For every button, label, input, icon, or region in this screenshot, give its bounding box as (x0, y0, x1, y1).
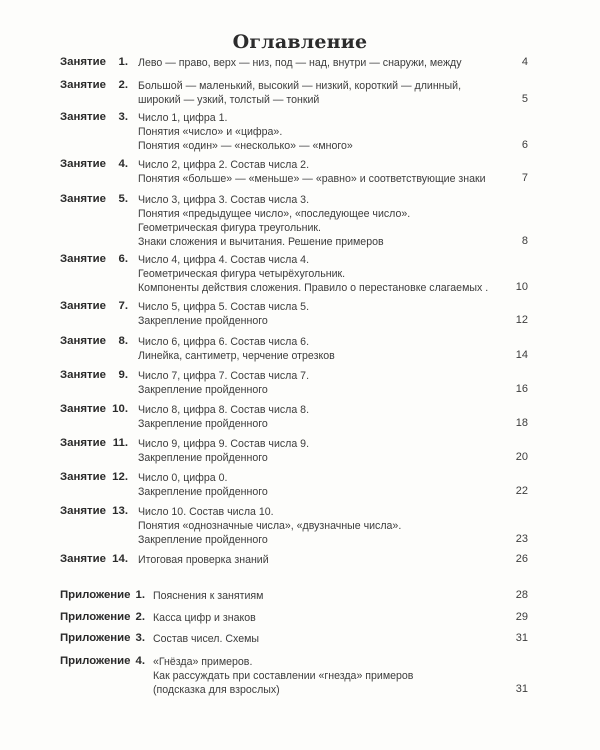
page-number[interactable]: 8 (521, 235, 528, 247)
page-number[interactable]: 5 (521, 93, 528, 105)
entry-label: Занятие (60, 403, 106, 415)
page-number[interactable]: 6 (521, 139, 528, 151)
entry-title (138, 505, 518, 547)
entry-title (138, 158, 518, 186)
page-number[interactable]: 28 (515, 589, 528, 601)
entry-label: Занятие (60, 111, 106, 123)
entry-title-line: Знаки сложения и вычитания. Решение примеров (138, 236, 384, 248)
entry-number: 2. (135, 611, 145, 623)
entry-title-line: Число 1, цифра 1. (138, 112, 228, 124)
entry-number: 11. (112, 437, 128, 449)
entry-label: Занятие (60, 471, 106, 483)
entry-label: Занятие (60, 253, 106, 265)
entry-title-line: Понятия «больше» — «меньше» — «равно» и соответствующие знаки (138, 173, 486, 185)
entry-number: 4. (135, 655, 145, 667)
entry-label: Приложение (60, 611, 131, 623)
page-number[interactable]: 12 (515, 314, 528, 326)
entry-title-line: Число 9, цифра 9. Состав числа 9. (138, 438, 310, 450)
entry-title-line: Закрепление пройденного (138, 534, 268, 546)
page-number[interactable]: 16 (515, 383, 528, 395)
entry-title (153, 611, 498, 625)
entry-label: Занятие (60, 553, 106, 565)
entry-title-line: (подсказка для взрослых) (153, 684, 280, 696)
entry-title-line: Число 6, цифра 6. Состав числа 6. (138, 336, 310, 348)
entry-title-line: Число 10. Состав числа 10. (138, 506, 274, 518)
entry-title-line: «Гнёзда» примеров. (153, 656, 253, 668)
entry-label: Приложение (60, 589, 131, 601)
entry-title (138, 369, 518, 397)
entry-title (138, 403, 518, 431)
page-number[interactable]: 7 (521, 172, 528, 184)
entry-title (153, 655, 498, 697)
entry-number: 1. (135, 589, 145, 601)
entry-title-line: Лево — право, верх — низ, под — над, внутри — снаружи, между (138, 57, 462, 69)
entry-label: Занятие (60, 369, 106, 381)
entry-title (153, 632, 498, 646)
entry-title-line: Число 2, цифра 2. Состав числа 2. (138, 159, 310, 171)
entry-title (153, 589, 498, 603)
entry-title (138, 300, 518, 328)
entry-label: Приложение (60, 655, 131, 667)
page-number[interactable]: 18 (515, 417, 528, 429)
entry-label: Занятие (60, 193, 106, 205)
entry-title (138, 471, 518, 499)
entry-title-line: Понятия «один» — «несколько» — «много» (138, 140, 353, 152)
entry-number: 6. (118, 253, 128, 265)
entry-title-line: Геометрическая фигура треугольник. (138, 222, 321, 234)
entry-title-line: Итоговая проверка знаний (138, 554, 269, 566)
page-number[interactable]: 29 (515, 611, 528, 623)
entry-label: Занятие (60, 79, 106, 91)
page-number[interactable]: 10 (515, 281, 528, 293)
page-title: Оглавление (232, 31, 368, 53)
entry-number: 10. (112, 403, 128, 415)
entry-title-line: Понятия «число» и «цифра». (138, 126, 283, 138)
entry-title-line: Число 4, цифра 4. Состав числа 4. (138, 254, 310, 266)
entry-number: 3. (135, 632, 145, 644)
entry-label: Занятие (60, 505, 106, 517)
page-number[interactable]: 31 (515, 632, 528, 644)
entry-title (138, 335, 518, 363)
entry-title (138, 253, 518, 295)
entry-title-line: Понятия «предыдущее число», «последующее число». (138, 208, 411, 220)
entry-title-line: Закрепление пройденного (138, 452, 268, 464)
entry-title-line: Понятия «однозначные числа», «двузначные числа». (138, 520, 402, 532)
page-number[interactable]: 22 (515, 485, 528, 497)
entry-title-line: Закрепление пройденного (138, 418, 268, 430)
entry-number: 4. (118, 158, 128, 170)
entry-number: 5. (118, 193, 128, 205)
entry-number: 7. (118, 300, 128, 312)
entry-title (138, 193, 518, 249)
page-number[interactable]: 31 (515, 683, 528, 695)
entry-title-line: Число 8, цифра 8. Состав числа 8. (138, 404, 310, 416)
entry-label: Занятие (60, 56, 106, 68)
entry-title (138, 437, 518, 465)
page-number[interactable]: 4 (521, 56, 528, 68)
entry-number: 9. (118, 369, 128, 381)
entry-label: Приложение (60, 632, 131, 644)
entry-title-line: Состав чисел. Схемы (153, 633, 259, 645)
entry-title-line: Число 3, цифра 3. Состав числа 3. (138, 194, 310, 206)
entry-title-line: Закрепление пройденного (138, 384, 268, 396)
entry-title-line: Число 5, цифра 5. Состав числа 5. (138, 301, 310, 313)
page-number[interactable]: 23 (515, 533, 528, 545)
entry-title-line: Геометрическая фигура четырёхугольник. (138, 268, 346, 280)
entry-number: 2. (118, 79, 128, 91)
entry-number: 8. (118, 335, 128, 347)
entry-title-line: Компоненты действия сложения. Правило о перестановке слагаемых . (138, 282, 489, 294)
entry-title-line: Как рассуждать при составлении «гнезда» примеров (153, 670, 414, 682)
entry-title-line: Линейка, сантиметр, черчение отрезков (138, 350, 335, 362)
entry-label: Занятие (60, 437, 106, 449)
entry-label: Занятие (60, 158, 106, 170)
entry-number: 1. (118, 56, 128, 68)
entry-label: Занятие (60, 300, 106, 312)
entry-number: 13. (112, 505, 128, 517)
entry-title (138, 111, 518, 153)
entry-title-line: Большой — маленький, высокий — низкий, короткий — длинный, (138, 80, 462, 92)
entry-title-line: Закрепление пройденного (138, 486, 268, 498)
entry-title-line: Закрепление пройденного (138, 315, 268, 327)
entry-number: 3. (118, 111, 128, 123)
entry-title-line: широкий — узкий, толстый — тонкий (138, 94, 320, 106)
entry-title (138, 56, 518, 70)
entry-title-line: Число 0, цифра 0. (138, 472, 228, 484)
entry-number: 14. (112, 553, 128, 565)
page-number[interactable]: 26 (515, 553, 528, 565)
page-number[interactable]: 14 (515, 349, 528, 361)
entry-number: 12. (112, 471, 128, 483)
entry-title-line: Касса цифр и знаков (153, 612, 256, 624)
page-number[interactable]: 20 (515, 451, 528, 463)
entry-label: Занятие (60, 335, 106, 347)
entry-title (138, 553, 518, 567)
entry-title-line: Пояснения к занятиям (153, 590, 264, 602)
entry-title-line: Число 7, цифра 7. Состав числа 7. (138, 370, 310, 382)
entry-title (138, 79, 518, 107)
